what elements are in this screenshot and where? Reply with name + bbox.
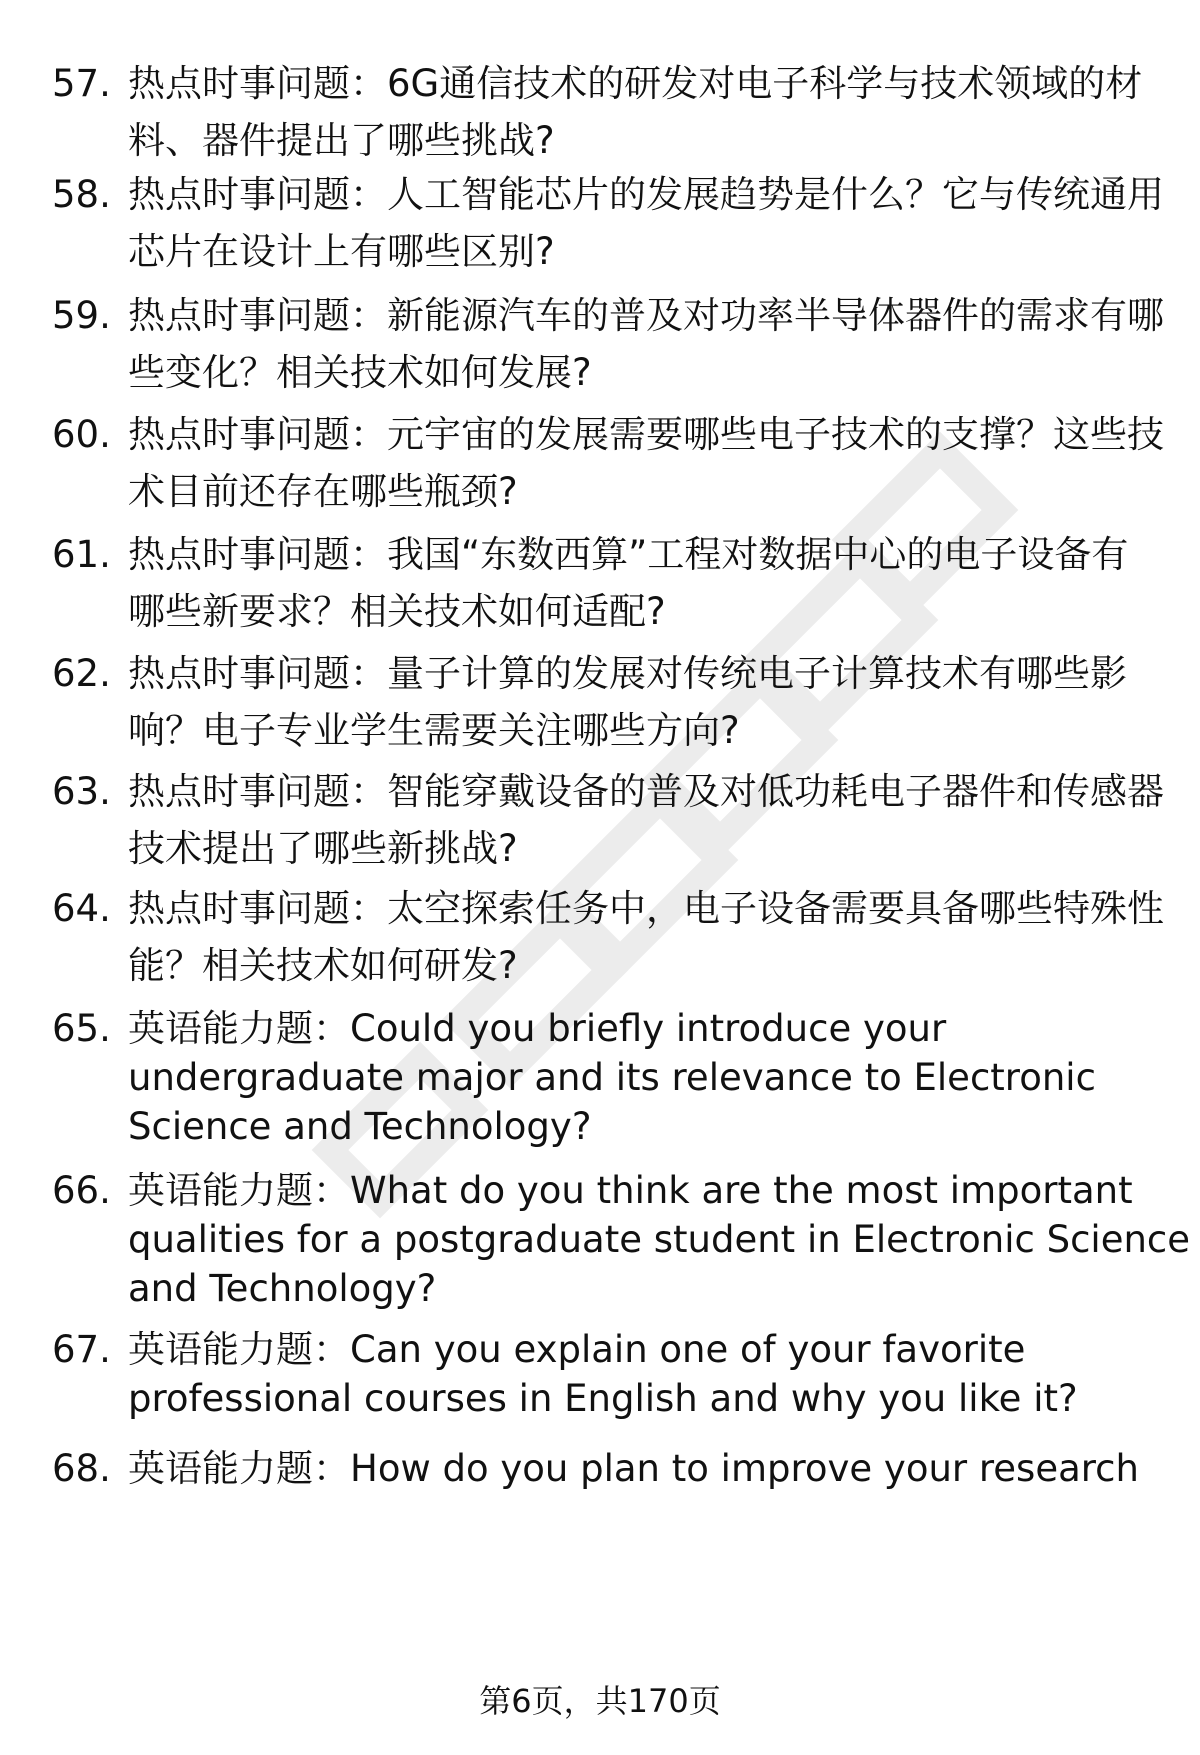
question-text-line: 热点时事问题：我国“东数西算”工程对数据中心的电子设备有 xyxy=(128,533,1129,576)
question-text-line: 响？电子专业学生需要关注哪些方向? xyxy=(128,709,740,752)
question-text-line: 英语能力题：What do you think are the most important xyxy=(128,1169,1133,1212)
question-text-line: 热点时事问题：人工智能芯片的发展趋势是什么？它与传统通用 xyxy=(128,173,1164,216)
question-text-line: Science and Technology? xyxy=(128,1105,592,1148)
question-text-line: 热点时事问题：量子计算的发展对传统电子计算技术有哪些影 xyxy=(128,652,1127,695)
question-number: 60. xyxy=(52,413,111,456)
question-number: 62. xyxy=(52,652,111,695)
question-text-line: 热点时事问题：元宇宙的发展需要哪些电子技术的支撑？这些技 xyxy=(128,413,1164,456)
question-text-line: 英语能力题：How do you plan to improve your research xyxy=(128,1447,1139,1490)
question-text-line: 热点时事问题：新能源汽车的普及对功率半导体器件的需求有哪 xyxy=(128,294,1164,337)
question-number: 67. xyxy=(52,1328,111,1371)
question-text-line: qualities for a postgraduate student in Electronic Science xyxy=(128,1218,1191,1261)
question-text-line: undergraduate major and its relevance to Electronic xyxy=(128,1056,1096,1099)
question-text-line: 能？相关技术如何研发? xyxy=(128,944,518,987)
question-text-line: 英语能力题：Could you briefly introduce your xyxy=(128,1007,947,1050)
question-number: 63. xyxy=(52,770,111,813)
question-text-line: and Technology? xyxy=(128,1267,437,1310)
question-text-line: 芯片在设计上有哪些区别? xyxy=(128,230,555,273)
question-number: 59. xyxy=(52,294,111,337)
question-text-line: 术目前还存在哪些瓶颈? xyxy=(128,470,518,513)
question-text-line: 料、器件提出了哪些挑战? xyxy=(128,119,555,162)
question-number: 61. xyxy=(52,533,111,576)
question-text-line: professional courses in English and why you like it? xyxy=(128,1377,1078,1420)
question-text-line: 哪些新要求？相关技术如何适配? xyxy=(128,590,666,633)
question-number: 64. xyxy=(52,887,111,930)
question-text-line: 英语能力题：Can you explain one of your favorite xyxy=(128,1328,1026,1371)
question-text-line: 热点时事问题：智能穿戴设备的普及对低功耗电子器件和传感器 xyxy=(128,770,1164,813)
question-number: 57. xyxy=(52,62,111,105)
question-text-line: 技术提出了哪些新挑战? xyxy=(128,827,518,870)
question-number: 68. xyxy=(52,1447,111,1490)
question-text-line: 热点时事问题：6G通信技术的研发对电子科学与技术领域的材 xyxy=(128,62,1143,105)
question-number: 66. xyxy=(52,1169,111,1212)
question-number: 58. xyxy=(52,173,111,216)
page-footer: 第6页，共170页 xyxy=(479,1682,721,1720)
question-number: 65. xyxy=(52,1007,111,1050)
question-text-line: 些变化？相关技术如何发展? xyxy=(128,351,592,394)
question-text-line: 热点时事问题：太空探索任务中，电子设备需要具备哪些特殊性 xyxy=(128,887,1164,930)
